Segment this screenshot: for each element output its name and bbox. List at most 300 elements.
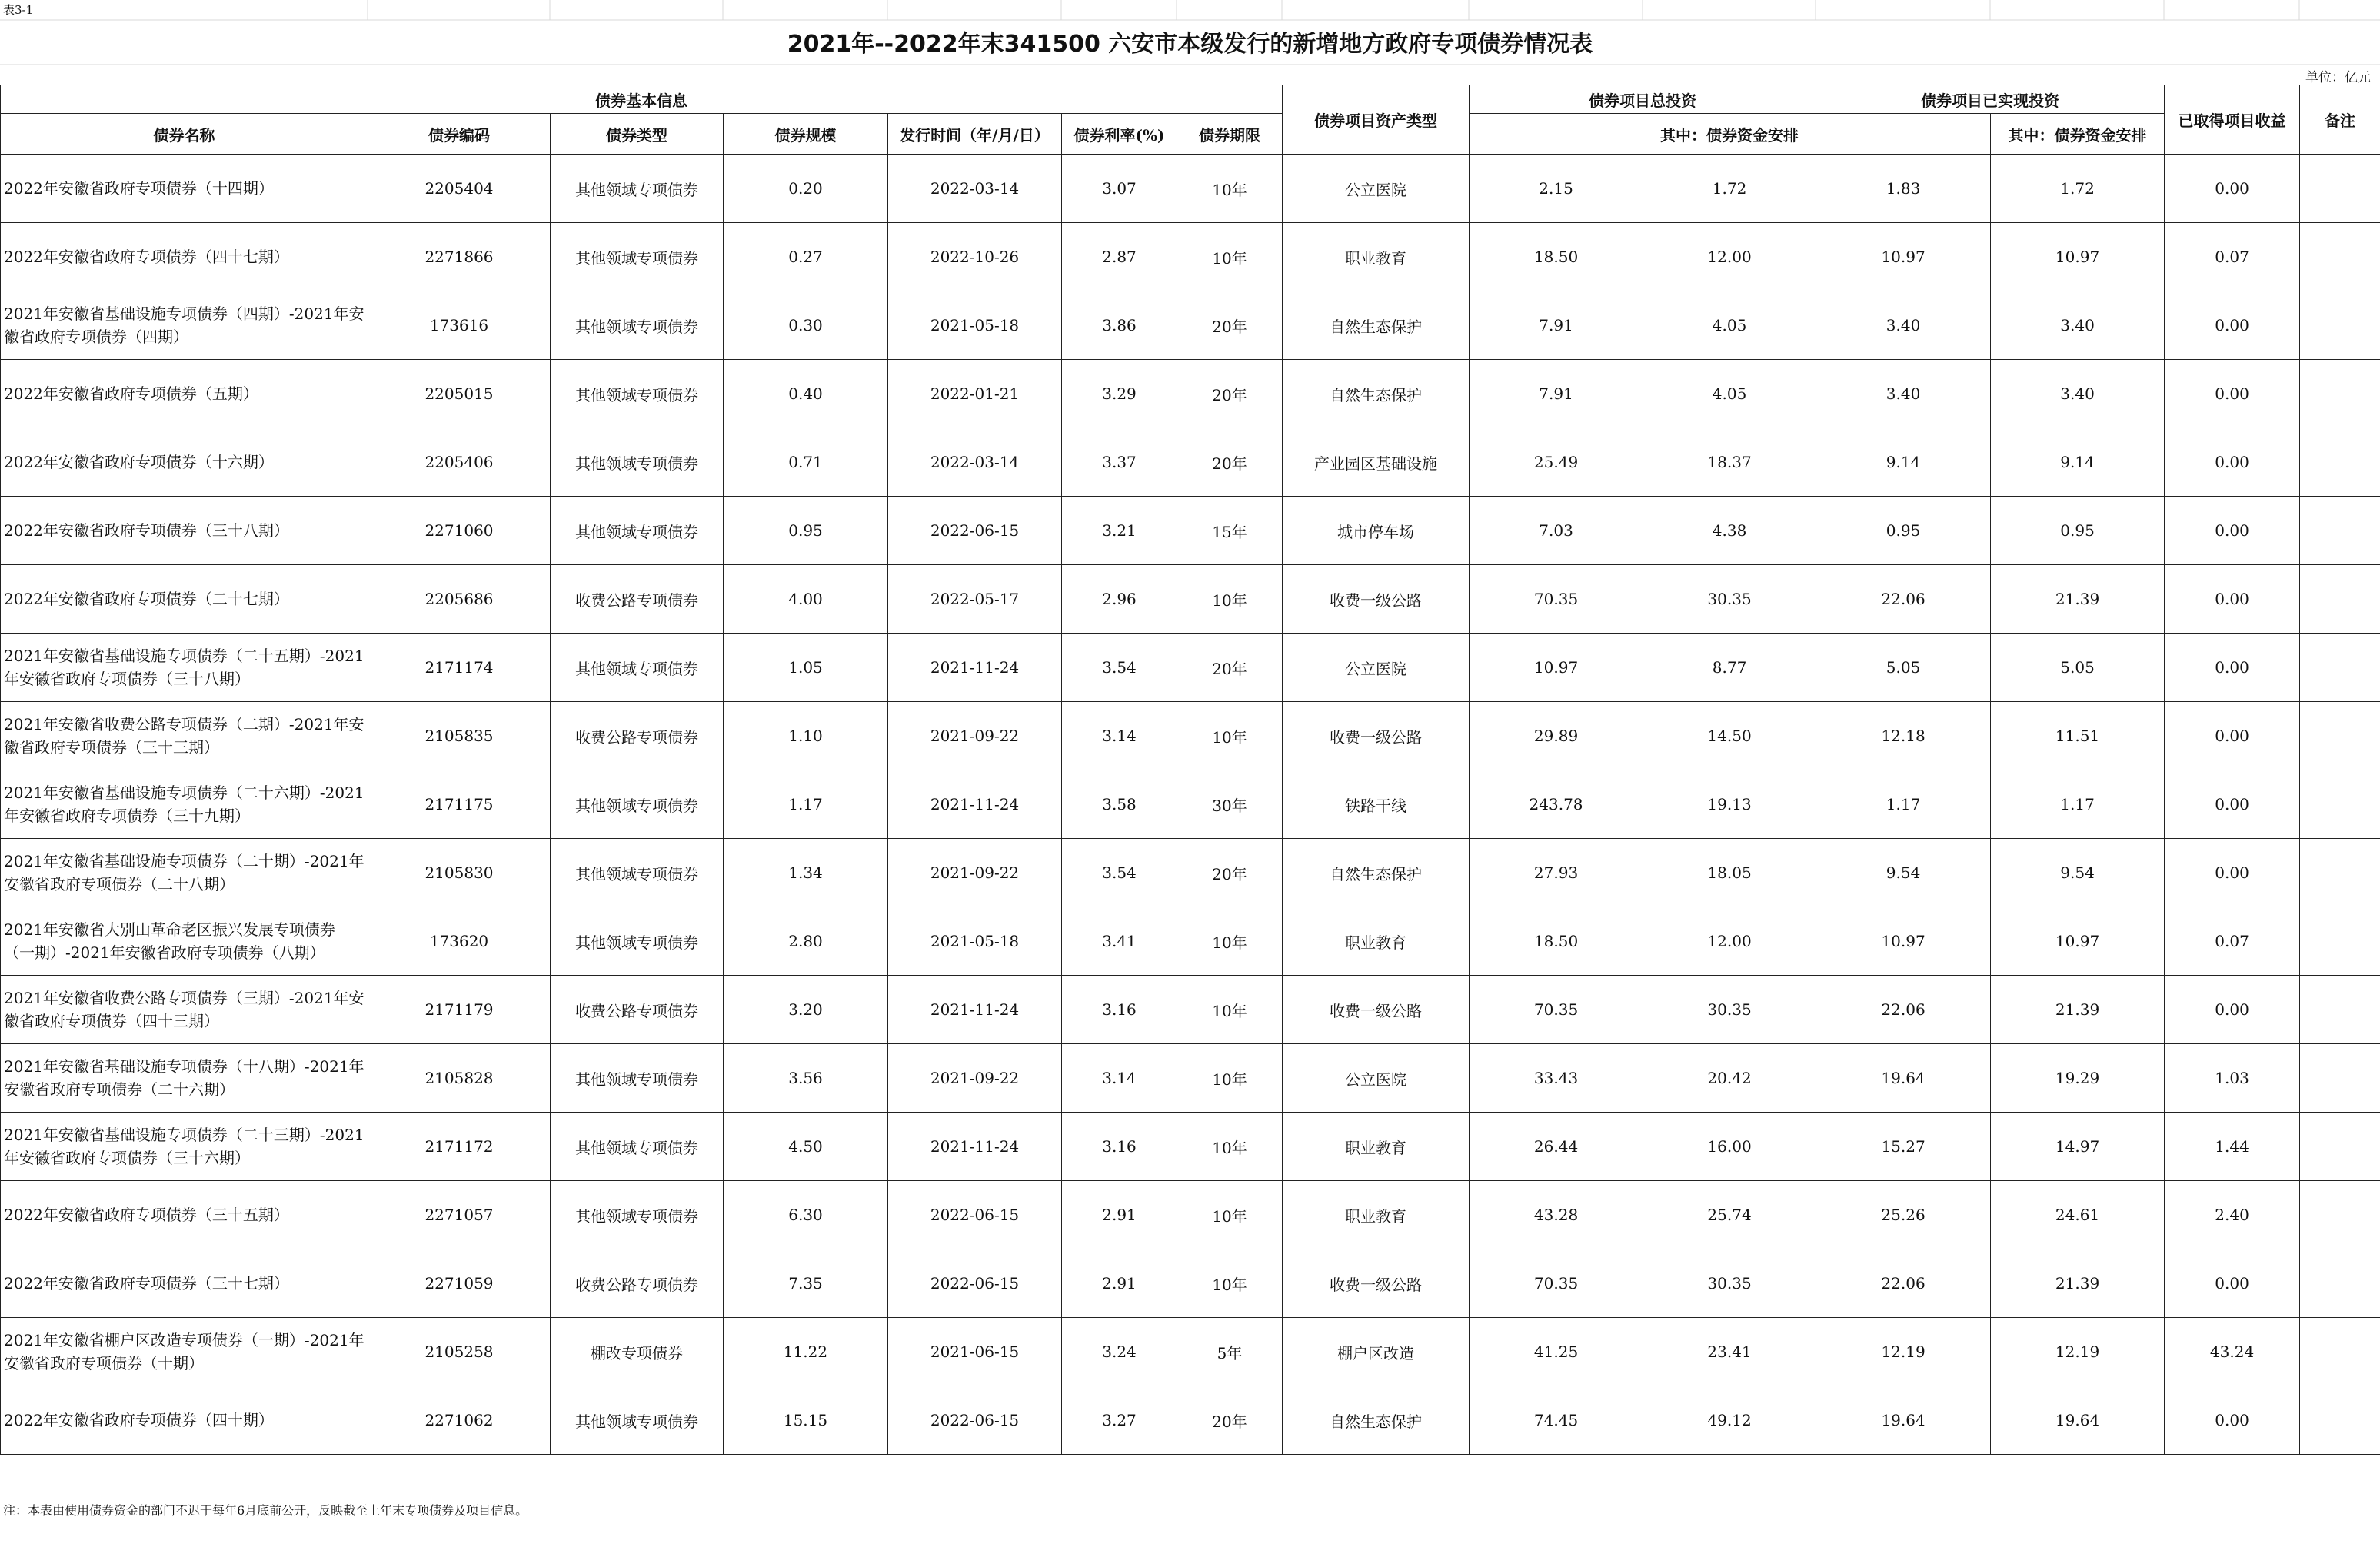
cell-bond-term: 20年 (1177, 839, 1283, 907)
cell-bond-scale: 0.30 (724, 291, 888, 360)
cell-issue-date: 2021-11-24 (888, 976, 1062, 1044)
cell-project-income: 0.00 (2165, 976, 2300, 1044)
cell-total-investment: 18.50 (1470, 907, 1643, 976)
header-interest-rate: 债券利率(%) (1062, 114, 1177, 155)
header-asset-type: 债券项目资产类型 (1283, 85, 1470, 155)
cell-bond-term: 10年 (1177, 1181, 1283, 1249)
cell-realized-investment: 5.05 (1816, 634, 1991, 702)
cell-realized-bond-funds: 3.40 (1991, 291, 2165, 360)
table-row (1, 291, 2380, 360)
header-bond-type: 债券类型 (551, 114, 724, 155)
table-row (1, 1318, 2380, 1386)
cell-interest-rate: 3.58 (1062, 770, 1177, 839)
cell-interest-rate: 3.16 (1062, 976, 1177, 1044)
cell-total-investment: 10.97 (1470, 634, 1643, 702)
table-row (1, 155, 2380, 223)
cell-bond-name: 2022年安徽省政府专项债券（四十七期） (1, 223, 368, 291)
cell-bond-type: 其他领域专项债券 (551, 1113, 724, 1181)
cell-bond-term: 20年 (1177, 1386, 1283, 1455)
cell-realized-investment: 3.40 (1816, 291, 1991, 360)
bond-table (0, 85, 2380, 1455)
cell-interest-rate: 3.54 (1062, 839, 1177, 907)
cell-realized-bond-funds: 3.40 (1991, 360, 2165, 428)
table-row (1, 360, 2380, 428)
cell-asset-type: 公立医院 (1283, 634, 1470, 702)
cell-realized-investment: 9.54 (1816, 839, 1991, 907)
cell-interest-rate: 3.54 (1062, 634, 1177, 702)
cell-realized-bond-funds: 21.39 (1991, 976, 2165, 1044)
cell-issue-date: 2022-10-26 (888, 223, 1062, 291)
table-row (1, 1113, 2380, 1181)
cell-bond-term: 10年 (1177, 1044, 1283, 1113)
table-row (1, 770, 2380, 839)
cell-total-bond-funds: 23.41 (1643, 1318, 1816, 1386)
cell-total-investment: 43.28 (1470, 1181, 1643, 1249)
cell-interest-rate: 3.21 (1062, 497, 1177, 565)
cell-bond-scale: 1.34 (724, 839, 888, 907)
cell-bond-scale: 4.00 (724, 565, 888, 634)
cell-total-bond-funds: 8.77 (1643, 634, 1816, 702)
cell-total-investment: 27.93 (1470, 839, 1643, 907)
cell-bond-type: 收费公路专项债券 (551, 1249, 724, 1318)
cell-bond-name: 2022年安徽省政府专项债券（三十五期） (1, 1181, 368, 1249)
cell-realized-bond-funds: 11.51 (1991, 702, 2165, 770)
cell-realized-investment: 12.19 (1816, 1318, 1991, 1386)
header-total-investment: 债券项目总投资 (1470, 85, 1816, 114)
cell-remark (2300, 291, 2380, 360)
cell-interest-rate: 2.87 (1062, 223, 1177, 291)
cell-asset-type: 公立医院 (1283, 1044, 1470, 1113)
cell-bond-type: 其他领域专项债券 (551, 1044, 724, 1113)
cell-remark (2300, 223, 2380, 291)
cell-remark (2300, 1181, 2380, 1249)
cell-total-bond-funds: 16.00 (1643, 1113, 1816, 1181)
cell-issue-date: 2022-05-17 (888, 565, 1062, 634)
cell-realized-bond-funds: 1.17 (1991, 770, 2165, 839)
cell-realized-investment: 15.27 (1816, 1113, 1991, 1181)
table-row (1, 634, 2380, 702)
cell-bond-code: 2271059 (368, 1249, 551, 1318)
cell-realized-bond-funds: 21.39 (1991, 565, 2165, 634)
cell-asset-type: 铁路干线 (1283, 770, 1470, 839)
cell-remark (2300, 1113, 2380, 1181)
cell-bond-term: 10年 (1177, 565, 1283, 634)
footnote: 注：本表由使用债券资金的部门不迟于每年6月底前公开，反映截至上年末专项债券及项目信息。 (3, 1503, 528, 1518)
cell-asset-type: 职业教育 (1283, 1113, 1470, 1181)
cell-project-income: 0.00 (2165, 360, 2300, 428)
header-realized-bond-funds: 其中：债券资金安排 (1991, 114, 2165, 155)
cell-total-investment: 33.43 (1470, 1044, 1643, 1113)
cell-bond-scale: 0.95 (724, 497, 888, 565)
cell-total-investment: 2.15 (1470, 155, 1643, 223)
cell-interest-rate: 3.14 (1062, 702, 1177, 770)
cell-total-bond-funds: 12.00 (1643, 223, 1816, 291)
cell-total-bond-funds: 12.00 (1643, 907, 1816, 976)
table-title: 2021年--2022年末341500 六安市本级发行的新增地方政府专项债券情况表 (787, 31, 1593, 58)
cell-issue-date: 2021-09-22 (888, 839, 1062, 907)
cell-bond-name: 2021年安徽省大别山革命老区振兴发展专项债券（一期）-2021年安徽省政府专项债券（八期） (1, 907, 368, 976)
cell-bond-name: 2022年安徽省政府专项债券（二十七期） (1, 565, 368, 634)
cell-total-bond-funds: 25.74 (1643, 1181, 1816, 1249)
cell-bond-code: 2271057 (368, 1181, 551, 1249)
cell-asset-type: 自然生态保护 (1283, 1386, 1470, 1455)
cell-bond-scale: 0.27 (724, 223, 888, 291)
cell-remark (2300, 428, 2380, 497)
cell-bond-type: 其他领域专项债券 (551, 223, 724, 291)
cell-bond-type: 其他领域专项债券 (551, 291, 724, 360)
cell-total-bond-funds: 4.05 (1643, 360, 1816, 428)
cell-realized-bond-funds: 10.97 (1991, 223, 2165, 291)
cell-issue-date: 2022-06-15 (888, 1386, 1062, 1455)
cell-bond-term: 10年 (1177, 907, 1283, 976)
cell-bond-term: 20年 (1177, 634, 1283, 702)
cell-bond-code: 2105830 (368, 839, 551, 907)
header-total-bond-funds: 其中：债券资金安排 (1643, 114, 1816, 155)
cell-project-income: 0.00 (2165, 565, 2300, 634)
cell-asset-type: 职业教育 (1283, 223, 1470, 291)
cell-bond-scale: 6.30 (724, 1181, 888, 1249)
cell-realized-bond-funds: 19.64 (1991, 1386, 2165, 1455)
cell-realized-bond-funds: 9.54 (1991, 839, 2165, 907)
cell-bond-type: 其他领域专项债券 (551, 360, 724, 428)
cell-bond-name: 2021年安徽省基础设施专项债券（四期）-2021年安徽省政府专项债券（四期） (1, 291, 368, 360)
cell-realized-investment: 25.26 (1816, 1181, 1991, 1249)
cell-bond-scale: 3.20 (724, 976, 888, 1044)
cell-interest-rate: 3.16 (1062, 1113, 1177, 1181)
cell-project-income: 0.07 (2165, 223, 2300, 291)
cell-remark (2300, 907, 2380, 976)
cell-bond-term: 10年 (1177, 223, 1283, 291)
cell-realized-investment: 22.06 (1816, 1249, 1991, 1318)
cell-interest-rate: 2.96 (1062, 565, 1177, 634)
header-project-income: 已取得项目收益 (2165, 85, 2300, 155)
cell-total-investment: 70.35 (1470, 1249, 1643, 1318)
cell-interest-rate: 3.41 (1062, 907, 1177, 976)
cell-bond-scale: 0.71 (724, 428, 888, 497)
header-bond-term: 债券期限 (1177, 114, 1283, 155)
cell-bond-name: 2022年安徽省政府专项债券（四十期） (1, 1386, 368, 1455)
cell-issue-date: 2022-01-21 (888, 360, 1062, 428)
table-row (1, 223, 2380, 291)
table-row (1, 976, 2380, 1044)
cell-bond-code: 173620 (368, 907, 551, 976)
cell-total-bond-funds: 4.38 (1643, 497, 1816, 565)
cell-asset-type: 收费一级公路 (1283, 565, 1470, 634)
cell-project-income: 2.40 (2165, 1181, 2300, 1249)
cell-realized-investment: 10.97 (1816, 223, 1991, 291)
cell-bond-term: 10年 (1177, 1113, 1283, 1181)
cell-project-income: 0.00 (2165, 1386, 2300, 1455)
header-basic-info: 债券基本信息 (1, 85, 1283, 114)
cell-bond-name: 2021年安徽省基础设施专项债券（十八期）-2021年安徽省政府专项债券（二十六期） (1, 1044, 368, 1113)
cell-bond-term: 30年 (1177, 770, 1283, 839)
cell-bond-type: 其他领域专项债券 (551, 907, 724, 976)
cell-bond-code: 2205015 (368, 360, 551, 428)
cell-interest-rate: 2.91 (1062, 1181, 1177, 1249)
header-bond-name: 债券名称 (1, 114, 368, 155)
cell-asset-type: 收费一级公路 (1283, 702, 1470, 770)
cell-total-bond-funds: 20.42 (1643, 1044, 1816, 1113)
cell-remark (2300, 976, 2380, 1044)
cell-total-bond-funds: 18.05 (1643, 839, 1816, 907)
cell-total-investment: 41.25 (1470, 1318, 1643, 1386)
cell-project-income: 1.03 (2165, 1044, 2300, 1113)
cell-bond-name: 2021年安徽省收费公路专项债券（二期）-2021年安徽省政府专项债券（三十三期） (1, 702, 368, 770)
cell-asset-type: 收费一级公路 (1283, 1249, 1470, 1318)
cell-issue-date: 2022-06-15 (888, 1181, 1062, 1249)
cell-bond-name: 2022年安徽省政府专项债券（十四期） (1, 155, 368, 223)
cell-remark (2300, 497, 2380, 565)
cell-bond-code: 2205404 (368, 155, 551, 223)
cell-total-investment: 7.91 (1470, 360, 1643, 428)
cell-bond-term: 20年 (1177, 428, 1283, 497)
table-row (1, 1181, 2380, 1249)
cell-bond-scale: 1.05 (724, 634, 888, 702)
cell-remark (2300, 702, 2380, 770)
cell-bond-term: 20年 (1177, 360, 1283, 428)
cell-interest-rate: 3.07 (1062, 155, 1177, 223)
cell-bond-term: 10年 (1177, 976, 1283, 1044)
cell-project-income: 0.00 (2165, 634, 2300, 702)
cell-realized-investment: 19.64 (1816, 1386, 1991, 1455)
cell-realized-investment: 10.97 (1816, 907, 1991, 976)
header-remark: 备注 (2300, 85, 2380, 155)
cell-project-income: 43.24 (2165, 1318, 2300, 1386)
cell-bond-type: 棚改专项债券 (551, 1318, 724, 1386)
cell-bond-type: 其他领域专项债券 (551, 634, 724, 702)
header-realized-investment: 债券项目已实现投资 (1816, 85, 2165, 114)
cell-project-income: 0.00 (2165, 155, 2300, 223)
cell-total-bond-funds: 18.37 (1643, 428, 1816, 497)
cell-issue-date: 2021-11-24 (888, 634, 1062, 702)
table-row (1, 428, 2380, 497)
cell-asset-type: 自然生态保护 (1283, 291, 1470, 360)
cell-bond-type: 收费公路专项债券 (551, 702, 724, 770)
cell-realized-investment: 9.14 (1816, 428, 1991, 497)
cell-bond-name: 2022年安徽省政府专项债券（十六期） (1, 428, 368, 497)
cell-realized-bond-funds: 5.05 (1991, 634, 2165, 702)
header-issue-date: 发行时间（年/月/日） (888, 114, 1062, 155)
cell-project-income: 0.00 (2165, 291, 2300, 360)
cell-bond-name: 2021年安徽省基础设施专项债券（二十期）-2021年安徽省政府专项债券（二十八期） (1, 839, 368, 907)
cell-bond-term: 10年 (1177, 1249, 1283, 1318)
cell-project-income: 0.00 (2165, 839, 2300, 907)
cell-bond-code: 2171174 (368, 634, 551, 702)
cell-bond-scale: 4.50 (724, 1113, 888, 1181)
cell-remark (2300, 360, 2380, 428)
cell-bond-scale: 3.56 (724, 1044, 888, 1113)
cell-bond-scale: 0.40 (724, 360, 888, 428)
cell-asset-type: 公立医院 (1283, 155, 1470, 223)
cell-bond-code: 2205406 (368, 428, 551, 497)
cell-realized-investment: 1.83 (1816, 155, 1991, 223)
cell-bond-code: 2105835 (368, 702, 551, 770)
cell-bond-name: 2022年安徽省政府专项债券（五期） (1, 360, 368, 428)
cell-interest-rate: 3.37 (1062, 428, 1177, 497)
cell-total-investment: 74.45 (1470, 1386, 1643, 1455)
cell-bond-type: 其他领域专项债券 (551, 1386, 724, 1455)
cell-interest-rate: 3.86 (1062, 291, 1177, 360)
cell-realized-investment: 22.06 (1816, 976, 1991, 1044)
cell-bond-name: 2021年安徽省棚户区改造专项债券（一期）-2021年安徽省政府专项债券（十期） (1, 1318, 368, 1386)
cell-interest-rate: 3.29 (1062, 360, 1177, 428)
cell-asset-type: 职业教育 (1283, 1181, 1470, 1249)
cell-realized-investment: 3.40 (1816, 360, 1991, 428)
cell-remark (2300, 839, 2380, 907)
cell-asset-type: 自然生态保护 (1283, 839, 1470, 907)
table-row (1, 1044, 2380, 1113)
table-row (1, 702, 2380, 770)
cell-total-investment: 26.44 (1470, 1113, 1643, 1181)
cell-project-income: 0.07 (2165, 907, 2300, 976)
cell-total-bond-funds: 49.12 (1643, 1386, 1816, 1455)
cell-total-investment: 7.91 (1470, 291, 1643, 360)
table-row (1, 907, 2380, 976)
cell-asset-type: 自然生态保护 (1283, 360, 1470, 428)
cell-asset-type: 收费一级公路 (1283, 976, 1470, 1044)
cell-realized-bond-funds: 1.72 (1991, 155, 2165, 223)
cell-issue-date: 2021-09-22 (888, 702, 1062, 770)
cell-bond-name: 2021年安徽省基础设施专项债券（二十五期）-2021年安徽省政府专项债券（三十八期） (1, 634, 368, 702)
cell-total-bond-funds: 14.50 (1643, 702, 1816, 770)
cell-remark (2300, 1386, 2380, 1455)
cell-bond-code: 2205686 (368, 565, 551, 634)
cell-asset-type: 职业教育 (1283, 907, 1470, 976)
cell-bond-code: 2105258 (368, 1318, 551, 1386)
cell-bond-term: 10年 (1177, 702, 1283, 770)
cell-bond-scale: 1.10 (724, 702, 888, 770)
cell-issue-date: 2021-11-24 (888, 770, 1062, 839)
cell-project-income: 0.00 (2165, 497, 2300, 565)
cell-bond-code: 2171179 (368, 976, 551, 1044)
cell-remark (2300, 155, 2380, 223)
cell-realized-investment: 1.17 (1816, 770, 1991, 839)
cell-bond-scale: 7.35 (724, 1249, 888, 1318)
cell-bond-type: 其他领域专项债券 (551, 497, 724, 565)
cell-bond-term: 10年 (1177, 155, 1283, 223)
cell-remark (2300, 634, 2380, 702)
unit-label: 单位：亿元 (2305, 70, 2371, 85)
cell-interest-rate: 3.24 (1062, 1318, 1177, 1386)
header-total-investment-amount (1470, 114, 1643, 155)
cell-issue-date: 2022-03-14 (888, 428, 1062, 497)
cell-realized-investment: 22.06 (1816, 565, 1991, 634)
cell-project-income: 0.00 (2165, 702, 2300, 770)
cell-bond-code: 2105828 (368, 1044, 551, 1113)
cell-bond-scale: 0.20 (724, 155, 888, 223)
cell-remark (2300, 1249, 2380, 1318)
table-row (1, 565, 2380, 634)
header-bond-code: 债券编码 (368, 114, 551, 155)
cell-realized-bond-funds: 24.61 (1991, 1181, 2165, 1249)
cell-project-income: 1.44 (2165, 1113, 2300, 1181)
cell-bond-type: 其他领域专项债券 (551, 839, 724, 907)
cell-bond-term: 15年 (1177, 497, 1283, 565)
cell-bond-code: 2171172 (368, 1113, 551, 1181)
cell-interest-rate: 3.27 (1062, 1386, 1177, 1455)
cell-issue-date: 2021-09-22 (888, 1044, 1062, 1113)
cell-total-bond-funds: 30.35 (1643, 1249, 1816, 1318)
cell-total-bond-funds: 19.13 (1643, 770, 1816, 839)
cell-bond-name: 2021年安徽省基础设施专项债券（二十六期）-2021年安徽省政府专项债券（三十九期） (1, 770, 368, 839)
cell-total-investment: 243.78 (1470, 770, 1643, 839)
cell-interest-rate: 3.14 (1062, 1044, 1177, 1113)
cell-asset-type: 棚户区改造 (1283, 1318, 1470, 1386)
cell-total-investment: 70.35 (1470, 565, 1643, 634)
cell-bond-type: 收费公路专项债券 (551, 565, 724, 634)
cell-realized-bond-funds: 21.39 (1991, 1249, 2165, 1318)
table-row (1, 1386, 2380, 1455)
cell-realized-investment: 12.18 (1816, 702, 1991, 770)
cell-interest-rate: 2.91 (1062, 1249, 1177, 1318)
table-row (1, 839, 2380, 907)
table-row (1, 1249, 2380, 1318)
cell-total-bond-funds: 4.05 (1643, 291, 1816, 360)
cell-bond-name: 2021年安徽省基础设施专项债券（二十三期）-2021年安徽省政府专项债券（三十六期） (1, 1113, 368, 1181)
cell-project-income: 0.00 (2165, 428, 2300, 497)
cell-project-income: 0.00 (2165, 770, 2300, 839)
cell-asset-type: 产业园区基础设施 (1283, 428, 1470, 497)
cell-remark (2300, 770, 2380, 839)
cell-total-bond-funds: 30.35 (1643, 565, 1816, 634)
cell-bond-scale: 11.22 (724, 1318, 888, 1386)
header-realized-investment-amount (1816, 114, 1991, 155)
cell-bond-term: 20年 (1177, 291, 1283, 360)
header-row-columns (1, 114, 2380, 155)
cell-bond-type: 其他领域专项债券 (551, 155, 724, 223)
cell-issue-date: 2022-03-14 (888, 155, 1062, 223)
cell-realized-investment: 0.95 (1816, 497, 1991, 565)
cell-total-investment: 7.03 (1470, 497, 1643, 565)
cell-total-bond-funds: 30.35 (1643, 976, 1816, 1044)
cell-bond-type: 其他领域专项债券 (551, 428, 724, 497)
cell-remark (2300, 565, 2380, 634)
cell-total-investment: 18.50 (1470, 223, 1643, 291)
cell-remark (2300, 1044, 2380, 1113)
cell-bond-code: 2271060 (368, 497, 551, 565)
cell-asset-type: 城市停车场 (1283, 497, 1470, 565)
cell-issue-date: 2021-05-18 (888, 907, 1062, 976)
cell-issue-date: 2022-06-15 (888, 1249, 1062, 1318)
header-bond-scale: 债券规模 (724, 114, 888, 155)
cell-bond-code: 173616 (368, 291, 551, 360)
cell-bond-name: 2021年安徽省收费公路专项债券（三期）-2021年安徽省政府专项债券（四十三期） (1, 976, 368, 1044)
cell-total-investment: 25.49 (1470, 428, 1643, 497)
cell-total-bond-funds: 1.72 (1643, 155, 1816, 223)
cell-issue-date: 2021-06-15 (888, 1318, 1062, 1386)
cell-bond-type: 其他领域专项债券 (551, 1181, 724, 1249)
cell-realized-bond-funds: 0.95 (1991, 497, 2165, 565)
cell-bond-code: 2271062 (368, 1386, 551, 1455)
cell-bond-scale: 2.80 (724, 907, 888, 976)
cell-bond-name: 2022年安徽省政府专项债券（三十七期） (1, 1249, 368, 1318)
cell-bond-term: 5年 (1177, 1318, 1283, 1386)
cell-issue-date: 2022-06-15 (888, 497, 1062, 565)
cell-bond-name: 2022年安徽省政府专项债券（三十八期） (1, 497, 368, 565)
cell-realized-bond-funds: 9.14 (1991, 428, 2165, 497)
table-body (1, 155, 2380, 1455)
cell-total-investment: 70.35 (1470, 976, 1643, 1044)
cell-bond-type: 其他领域专项债券 (551, 770, 724, 839)
cell-project-income: 0.00 (2165, 1249, 2300, 1318)
cell-realized-bond-funds: 12.19 (1991, 1318, 2165, 1386)
sheet-tag: 表3-1 (3, 3, 34, 17)
cell-bond-scale: 15.15 (724, 1386, 888, 1455)
cell-total-investment: 29.89 (1470, 702, 1643, 770)
cell-realized-bond-funds: 19.29 (1991, 1044, 2165, 1113)
cell-bond-code: 2271866 (368, 223, 551, 291)
header-row-group (1, 85, 2380, 114)
